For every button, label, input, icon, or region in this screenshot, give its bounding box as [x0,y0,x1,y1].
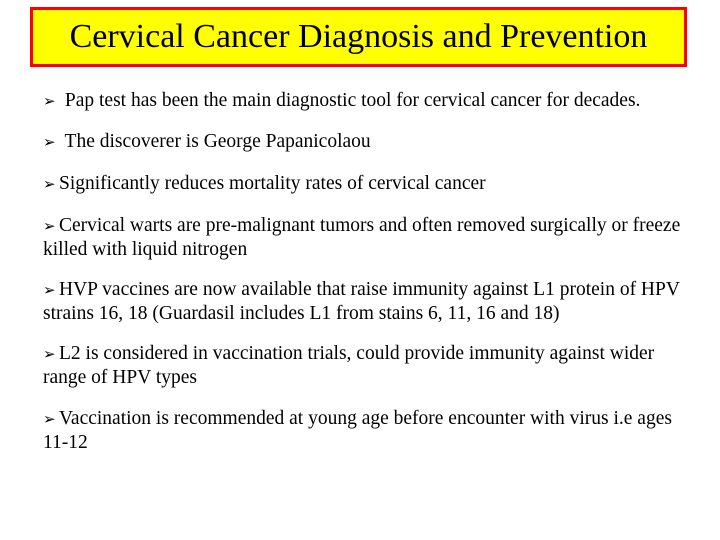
arrow-bullet-icon: ➢ [43,345,56,363]
arrow-bullet-icon: ➢ [43,175,56,193]
arrow-bullet-icon: ➢ [43,133,56,151]
bullet-item [43,89,693,113]
bullet-text: Significantly reduces mortality rates of cervical cancer [59,173,486,194]
slide-title-box [30,7,687,67]
slide-title: Cervical Cancer Diagnosis and Prevention [69,18,648,55]
arrow-bullet-icon: ➢ [43,92,56,110]
bullet-item [43,214,693,261]
bullet-item [43,130,693,154]
bullet-item [43,342,693,389]
bullet-item [43,278,693,325]
arrow-bullet-icon: ➢ [43,410,56,428]
bullet-list [43,89,693,454]
bullet-item [43,172,693,196]
bullet-text: HVP vaccines are now available that raise immunity against L1 protein of HPV strains 16, 18 (Guardasil includes L1 from stains 6, 11, 16 and 18) [43,279,680,324]
bullet-item [43,407,693,454]
arrow-bullet-icon: ➢ [43,281,56,299]
arrow-bullet-icon: ➢ [43,217,56,235]
bullet-text: L2 is considered in vaccination trials, could provide immunity against wider range of HPV types [43,343,655,388]
bullet-text: Pap test has been the main diagnostic tool for cervical cancer for decades. [64,90,641,111]
bullet-text: The discoverer is George Papanicolaou [64,131,371,152]
bullet-text: Cervical warts are pre-malignant tumors and often removed surgically or freeze killed with liquid nitrogen [43,215,681,260]
bullet-text: Vaccination is recommended at young age before encounter with virus i.e ages 11-12 [43,408,672,453]
